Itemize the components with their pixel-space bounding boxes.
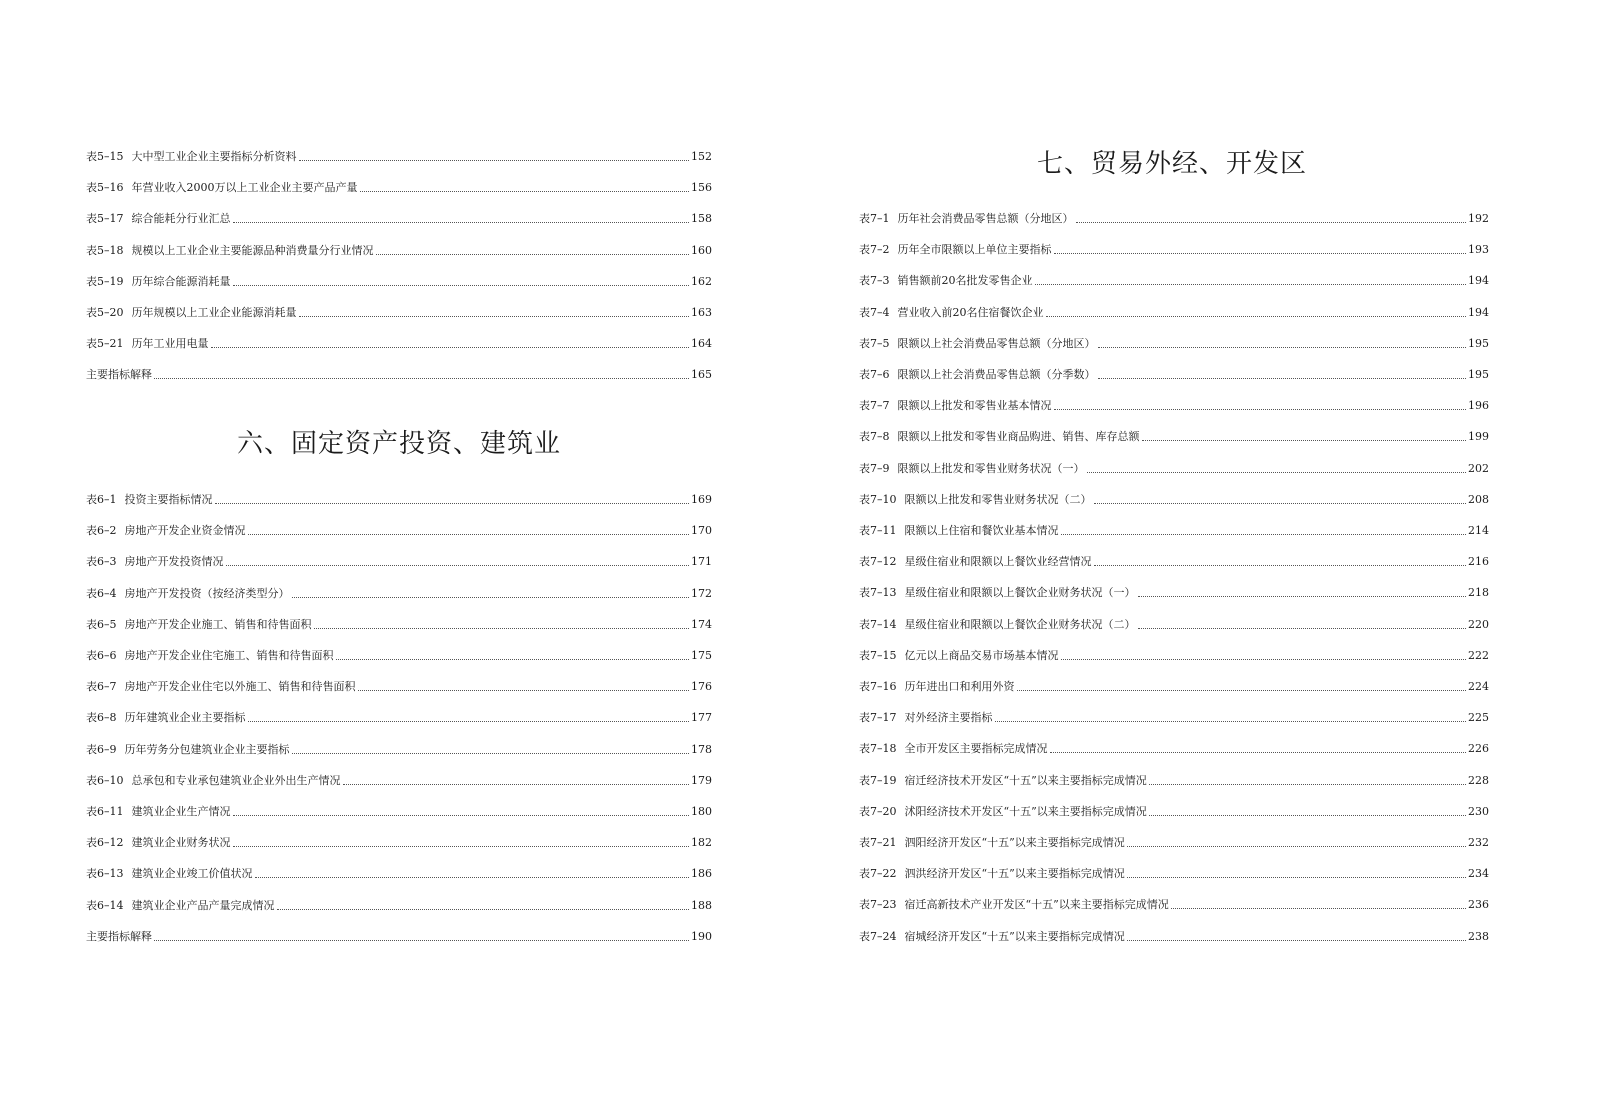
toc-entry-page-number: 218	[1468, 586, 1489, 600]
toc-entry[interactable]	[859, 491, 1489, 509]
toc-entry[interactable]	[859, 928, 1489, 946]
toc-entry-title: 历年规模以上工业企业能源消耗量	[131, 306, 297, 319]
toc-entry-number: 表7–22	[859, 867, 897, 881]
toc-entry-page-number: 186	[691, 867, 712, 881]
toc-dot-leader	[1094, 503, 1467, 504]
toc-entry-page-number: 180	[691, 805, 712, 818]
toc-entry-page-number: 182	[691, 836, 712, 850]
toc-entry-page-number: 174	[691, 617, 712, 631]
toc-entry-number: 表7–19	[859, 773, 897, 787]
toc-entry-title: 历年劳务分包建筑业企业主要指标	[124, 742, 290, 756]
toc-entry-number: 表6–12	[86, 836, 124, 850]
toc-entry[interactable]	[86, 865, 712, 883]
toc-entry-title: 房地产开发企业住宅施工、销售和待售面积	[124, 649, 334, 662]
toc-entry-title: 泗洪经济开发区“十五”以来主要指标完成情况	[904, 867, 1125, 881]
toc-dot-leader	[1054, 409, 1467, 410]
toc-entry-page-number: 160	[691, 243, 712, 257]
toc-entry-title: 历年全市限额以上单位主要指标	[897, 243, 1052, 257]
toc-entry-title: 房地产开发企业住宅以外施工、销售和待售面积	[124, 680, 356, 694]
toc-entry-page-number: 165	[691, 368, 712, 382]
toc-entry-title: 星级住宿业和限额以上餐饮企业财务状况（一）	[904, 586, 1136, 600]
toc-entry-title: 限额以上批发和零售业基本情况	[897, 399, 1052, 413]
toc-dot-leader	[1087, 472, 1467, 473]
toc-entry-title: 房地产开发企业资金情况	[124, 524, 246, 538]
toc-entry-page-number: 228	[1468, 773, 1489, 787]
toc-dot-leader	[1171, 908, 1466, 909]
toc-dot-leader	[1149, 815, 1466, 816]
toc-entry[interactable]	[86, 273, 712, 291]
toc-entry-page-number: 169	[691, 493, 712, 506]
toc-entry-number: 表6–6	[86, 649, 117, 662]
toc-entry-number: 表7–11	[859, 524, 897, 537]
toc-entry-page-number: 193	[1468, 243, 1489, 257]
toc-entry-number: 表7–3	[859, 274, 890, 288]
toc-entry[interactable]	[86, 803, 712, 821]
toc-entry-number: 表6–1	[86, 493, 117, 506]
toc-entry-page-number: 162	[691, 274, 712, 288]
toc-entry-number: 表6–13	[86, 867, 124, 881]
toc-entry-number: 表7–2	[859, 243, 890, 257]
toc-dot-leader	[277, 909, 690, 910]
toc-entry-page-number: 170	[691, 524, 712, 538]
toc-dot-leader	[1127, 940, 1466, 941]
toc-entry[interactable]	[86, 366, 712, 384]
toc-entry-title: 营业收入前20名住宿餐饮企业	[897, 305, 1044, 319]
toc-entry-page-number: 222	[1468, 648, 1489, 662]
toc-entry-number: 表7–14	[859, 617, 897, 631]
toc-entry-page-number: 234	[1468, 867, 1489, 881]
toc-entry-number: 表7–24	[859, 929, 897, 943]
toc-entry-page-number: 171	[691, 555, 712, 569]
toc-entry[interactable]	[86, 304, 712, 322]
toc-entry-page-number: 216	[1468, 555, 1489, 569]
toc-entry[interactable]	[859, 772, 1489, 790]
toc-entry[interactable]	[86, 897, 712, 915]
toc-entry-title: 宿迁经济技术开发区“十五”以来主要指标完成情况	[904, 773, 1147, 787]
toc-entry[interactable]	[86, 242, 712, 260]
toc-dot-leader	[215, 503, 690, 504]
toc-entry-title: 宿迁高新技术产业开发区“十五”以来主要指标完成情况	[904, 898, 1169, 912]
toc-entry-title: 星级住宿业和限额以上餐饮业经营情况	[904, 555, 1092, 569]
section-heading-chapter6: 六、固定资产投资、建筑业	[236, 429, 561, 459]
toc-entry-number: 表6–7	[86, 680, 117, 694]
toc-entry[interactable]	[859, 803, 1489, 821]
toc-entry-page-number: 156	[691, 181, 712, 195]
toc-entry-page-number: 236	[1468, 898, 1489, 912]
toc-entry-number: 表6–3	[86, 555, 117, 569]
toc-dot-leader	[292, 597, 690, 598]
toc-entry-number: 表6–9	[86, 742, 117, 756]
toc-entry-title: 主要指标解释	[86, 368, 152, 382]
toc-entry-number: 表5–16	[86, 181, 124, 195]
toc-entry-page-number: 188	[691, 898, 712, 912]
toc-entry-title: 投资主要指标情况	[124, 493, 213, 506]
toc-entry-number: 表7–5	[859, 336, 890, 350]
toc-entry[interactable]	[86, 928, 712, 946]
toc-entry[interactable]	[859, 678, 1489, 696]
toc-entry-page-number: 196	[1468, 399, 1489, 413]
toc-entry-title: 限额以上批发和零售业财务状况（一）	[897, 461, 1085, 475]
toc-entry-title: 总承包和专业承包建筑业企业外出生产情况	[131, 773, 341, 787]
toc-dot-leader	[1050, 752, 1467, 753]
toc-dot-leader	[1094, 565, 1467, 566]
toc-entry-number: 表7–9	[859, 461, 890, 475]
toc-entry-number: 表7–7	[859, 399, 890, 413]
toc-entry[interactable]	[86, 741, 712, 759]
toc-dot-leader	[995, 721, 1467, 722]
toc-entry-number: 表5–15	[86, 150, 124, 163]
toc-entry[interactable]	[859, 709, 1489, 727]
toc-dot-leader	[1046, 316, 1467, 317]
toc-dot-leader	[336, 659, 690, 660]
toc-dot-leader	[314, 628, 690, 629]
toc-entry[interactable]	[86, 210, 712, 228]
toc-dot-leader	[248, 721, 690, 722]
toc-entry[interactable]	[859, 366, 1489, 384]
toc-entry-title: 销售额前20名批发零售企业	[897, 274, 1033, 288]
toc-entry[interactable]	[859, 397, 1489, 415]
toc-entry-page-number: 176	[691, 680, 712, 694]
toc-dot-leader	[1098, 347, 1467, 348]
toc-dot-leader	[1054, 253, 1467, 254]
toc-entry-title: 限额以上住宿和餐饮业基本情况	[904, 524, 1059, 537]
toc-entry-page-number: 152	[691, 150, 712, 163]
toc-entry-page-number: 226	[1468, 742, 1489, 756]
toc-entry-title: 历年建筑业企业主要指标	[124, 711, 246, 725]
toc-entry[interactable]	[859, 553, 1489, 571]
toc-entry-number: 表7–1	[859, 212, 890, 225]
toc-entry-page-number: 194	[1468, 274, 1489, 288]
toc-entry-page-number: 177	[691, 711, 712, 725]
toc-dot-leader	[255, 877, 690, 878]
toc-entry-number: 表7–17	[859, 711, 897, 725]
toc-dot-leader	[1138, 596, 1467, 597]
toc-entry[interactable]	[86, 522, 712, 540]
toc-dot-leader	[226, 565, 690, 566]
toc-entry-title: 年营业收入2000万以上工业企业主要产品产量	[131, 181, 358, 195]
toc-dot-leader	[1149, 784, 1466, 785]
toc-dot-leader	[299, 316, 690, 317]
toc-dot-leader	[360, 191, 690, 192]
toc-entry-page-number: 202	[1468, 461, 1489, 475]
toc-entry-page-number: 230	[1468, 804, 1489, 818]
toc-entry[interactable]	[859, 460, 1489, 478]
toc-entry-number: 表7–8	[859, 430, 890, 444]
toc-entry-page-number: 175	[691, 649, 712, 662]
toc-dot-leader	[1142, 440, 1467, 441]
toc-entry[interactable]	[859, 865, 1489, 883]
toc-entry[interactable]	[859, 304, 1489, 322]
toc-entry-number: 表5–20	[86, 306, 124, 319]
toc-dot-leader	[233, 222, 690, 223]
toc-entry-page-number: 195	[1468, 368, 1489, 381]
toc-dot-leader	[154, 378, 689, 379]
right-page	[804, 0, 1609, 1099]
toc-entry-number: 表5–21	[86, 337, 124, 351]
toc-entry-page-number: 214	[1468, 524, 1489, 537]
toc-entry-page-number: 208	[1468, 492, 1489, 506]
toc-entry[interactable]	[859, 647, 1489, 665]
toc-dot-leader	[233, 846, 690, 847]
toc-entry[interactable]	[86, 647, 712, 665]
toc-dot-leader	[1061, 534, 1467, 535]
toc-entry-title: 建筑业企业竣工价值状况	[131, 867, 253, 881]
toc-entry-title: 泗阳经济开发区“十五”以来主要指标完成情况	[904, 836, 1125, 849]
toc-dot-leader	[292, 753, 690, 754]
toc-entry-title: 主要指标解释	[86, 929, 152, 943]
toc-dot-leader	[1127, 846, 1466, 847]
toc-entry-number: 表7–16	[859, 680, 897, 693]
toc-entry[interactable]	[86, 148, 712, 166]
toc-entry-page-number: 220	[1468, 617, 1489, 631]
toc-entry-page-number: 224	[1468, 680, 1489, 693]
toc-entry-number: 表5–17	[86, 212, 124, 226]
toc-entry-page-number: 238	[1468, 929, 1489, 943]
toc-dot-leader	[1138, 628, 1467, 629]
toc-entry-title: 限额以上批发和零售业商品购进、销售、库存总额	[897, 430, 1140, 444]
toc-entry[interactable]	[86, 709, 712, 727]
toc-dot-leader	[1076, 222, 1467, 223]
toc-entry[interactable]	[859, 210, 1489, 228]
toc-entry[interactable]	[859, 241, 1489, 259]
toc-entry[interactable]	[859, 616, 1489, 634]
toc-entry-number: 表6–14	[86, 898, 124, 912]
toc-entry[interactable]	[86, 585, 712, 603]
toc-entry-title: 房地产开发企业施工、销售和待售面积	[124, 617, 312, 631]
toc-entry[interactable]	[86, 834, 712, 852]
toc-entry-page-number: 225	[1468, 711, 1489, 725]
toc-entry-title: 沭阳经济技术开发区“十五”以来主要指标完成情况	[904, 804, 1147, 818]
toc-entry-page-number: 190	[691, 929, 712, 943]
toc-entry-page-number: 158	[691, 212, 712, 226]
toc-entry-number: 表5–18	[86, 243, 124, 257]
toc-entry-number: 表5–19	[86, 274, 124, 288]
toc-dot-leader	[211, 347, 690, 348]
section-heading-chapter7: 七、贸易外经、开发区	[1036, 149, 1307, 179]
toc-entry-page-number: 199	[1468, 430, 1489, 444]
toc-entry-number: 表7–21	[859, 836, 897, 849]
toc-dot-leader	[343, 784, 690, 785]
toc-entry-title: 全市开发区主要指标完成情况	[904, 742, 1048, 756]
toc-entry[interactable]	[859, 522, 1489, 540]
toc-entry-number: 表6–11	[86, 805, 124, 818]
toc-entry-number: 表6–10	[86, 773, 124, 787]
toc-entry[interactable]	[859, 335, 1489, 353]
toc-entry-title: 星级住宿业和限额以上餐饮企业财务状况（二）	[904, 617, 1136, 631]
toc-entry[interactable]	[86, 179, 712, 197]
toc-entry[interactable]	[859, 584, 1489, 602]
toc-entry[interactable]	[859, 834, 1489, 852]
left-page	[0, 0, 804, 1099]
toc-entry-title: 规模以上工业企业主要能源品种消费量分行业情况	[131, 243, 374, 257]
toc-dot-leader	[233, 815, 690, 816]
toc-entry[interactable]	[86, 772, 712, 790]
toc-dot-leader	[299, 160, 690, 161]
toc-entry-title: 历年社会消费品零售总额（分地区）	[897, 212, 1074, 225]
toc-entry-title: 建筑业企业产品产量完成情况	[131, 898, 275, 912]
toc-entry[interactable]	[86, 678, 712, 696]
toc-entry-page-number: 178	[691, 742, 712, 756]
toc-dot-leader	[1035, 284, 1467, 285]
toc-dot-leader	[1127, 877, 1466, 878]
toc-entry[interactable]	[86, 335, 712, 353]
toc-dot-leader	[358, 690, 690, 691]
toc-entry-title: 限额以上批发和零售业财务状况（二）	[904, 492, 1092, 506]
toc-dot-leader	[248, 534, 690, 535]
toc-entry-number: 表7–20	[859, 804, 897, 818]
toc-entry-number: 表7–6	[859, 368, 890, 381]
toc-entry-number: 表7–13	[859, 586, 897, 600]
toc-entry-title: 历年工业用电量	[131, 337, 209, 351]
toc-entry-page-number: 164	[691, 337, 712, 351]
toc-dot-leader	[154, 940, 689, 941]
toc-dot-leader	[376, 254, 690, 255]
toc-entry-page-number: 192	[1468, 212, 1489, 225]
toc-entry[interactable]	[86, 616, 712, 634]
toc-entry-number: 表6–8	[86, 711, 117, 725]
toc-entry-page-number: 179	[691, 773, 712, 787]
toc-entry-title: 房地产开发投资情况	[124, 555, 224, 569]
toc-dot-leader	[1098, 378, 1467, 379]
toc-entry[interactable]	[86, 553, 712, 571]
toc-entry-number: 表7–10	[859, 492, 897, 506]
toc-dot-leader	[233, 285, 690, 286]
toc-entry-number: 表7–12	[859, 555, 897, 569]
toc-entry-number: 表6–4	[86, 586, 117, 600]
toc-entry[interactable]	[859, 272, 1489, 290]
toc-entry-title: 历年综合能源消耗量	[131, 274, 231, 288]
toc-entry-number: 表7–18	[859, 742, 897, 756]
toc-entry-page-number: 195	[1468, 336, 1489, 350]
toc-entry-title: 建筑业企业财务状况	[131, 836, 231, 850]
toc-entry-title: 房地产开发投资（按经济类型分）	[124, 586, 290, 600]
toc-entry-title: 建筑业企业生产情况	[131, 805, 231, 818]
toc-entry-title: 历年进出口和利用外资	[904, 680, 1015, 693]
toc-entry-title: 大中型工业企业主要指标分析资料	[131, 150, 297, 163]
toc-entry-number: 表6–2	[86, 524, 117, 538]
toc-entry[interactable]	[859, 740, 1489, 758]
toc-entry[interactable]	[859, 896, 1489, 914]
toc-entry[interactable]	[859, 428, 1489, 446]
toc-entry-title: 亿元以上商品交易市场基本情况	[904, 648, 1059, 662]
toc-entry-number: 表7–4	[859, 305, 890, 319]
toc-entry[interactable]	[86, 491, 712, 509]
toc-dot-leader	[1017, 690, 1467, 691]
toc-entry-title: 宿城经济开发区“十五”以来主要指标完成情况	[904, 929, 1125, 943]
toc-entry-page-number: 232	[1468, 836, 1489, 849]
toc-entry-number: 表7–15	[859, 648, 897, 662]
toc-dot-leader	[1061, 659, 1467, 660]
toc-entry-page-number: 163	[691, 306, 712, 319]
toc-entry-page-number: 194	[1468, 305, 1489, 319]
toc-entry-title: 限额以上社会消费品零售总额（分地区）	[897, 336, 1096, 350]
toc-entry-title: 综合能耗分行业汇总	[131, 212, 231, 226]
toc-entry-number: 表6–5	[86, 617, 117, 631]
toc-entry-title: 限额以上社会消费品零售总额（分季数）	[897, 368, 1096, 381]
toc-entry-number: 表7–23	[859, 898, 897, 912]
toc-entry-page-number: 172	[691, 586, 712, 600]
toc-entry-title: 对外经济主要指标	[904, 711, 993, 725]
